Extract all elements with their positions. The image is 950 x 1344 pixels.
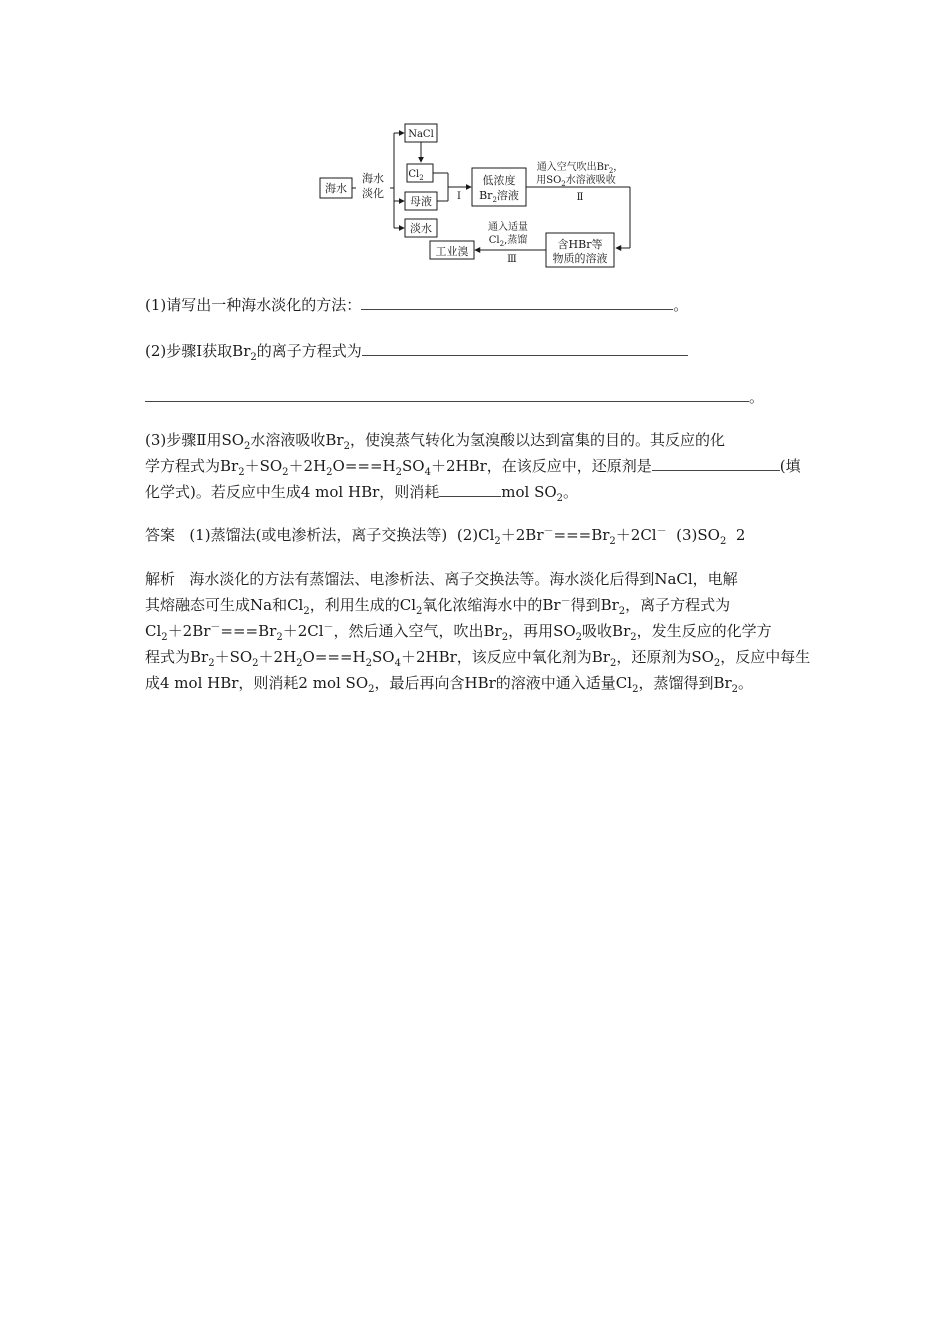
low-br2-label-top: 低浓度	[482, 174, 516, 187]
answer-section	[145, 522, 810, 548]
industrial-bromine-label: 工业溴	[435, 245, 469, 258]
question-2-continuation	[145, 384, 810, 410]
seawater-label: 海水	[325, 182, 347, 195]
hbr-label-bottom: 物质的溶液	[552, 252, 608, 265]
desalination-label-bottom: 淡化	[362, 187, 384, 200]
hbr-label-top: 含HBr等	[557, 238, 603, 251]
question-1-text: (1)请写出一种海水淡化的方法：	[145, 296, 362, 314]
question-3-line-2: 学方程式为$Br_2+SO_2+2H_2O===H_2SO_4+2HBr$，在该反应中，还原剂是 (填	[145, 453, 810, 479]
answer-label: 答案	[145, 526, 176, 544]
question-2-end: 。	[749, 388, 765, 406]
analysis-line-5: 成4 mol HBr，则消耗2 mol $SO_2$，最后再向含HBr的溶液中通入适量$Cl_2$，蒸馏得到$Br_2$。	[145, 674, 754, 695]
step-2-annotation-line1: 通入空气吹出$Br_2$，	[536, 162, 624, 175]
question-1	[145, 292, 810, 318]
question-3-line-3: 化学式)。若反应中生成4 mol HBr，则消耗 mol $SO_2$。	[145, 479, 810, 505]
fresh-water-label: 淡水	[410, 222, 432, 235]
cl2-label: $Cl_2$	[408, 169, 424, 182]
step-2-label: Ⅱ	[576, 192, 584, 203]
question-2-text: (2)步骤Ⅰ获取$Br_2$的离子方程式为	[145, 342, 362, 363]
answer-blank-1	[361, 293, 673, 310]
analysis-line-3: $Cl_2+2Br^-===Br_2+2Cl^-$，然后通入空气，吹出$Br_2$，再用$SO_2$吸收$Br_2$，发生反应的化学方	[145, 622, 772, 643]
step-3-annotation-line1: 通入适量	[488, 222, 528, 233]
analysis-section	[145, 566, 810, 696]
mother-liquor-label: 母液	[410, 195, 432, 208]
answer-blank-3a	[652, 454, 780, 471]
answer-part-1: (1)蒸馏法(或电渗析法，离子交换法等)	[189, 526, 448, 544]
answer-blank-3b	[439, 480, 501, 497]
analysis-label: 解析	[145, 570, 176, 588]
answer-blank-2b	[145, 385, 749, 402]
analysis-line-1: 解析 海水淡化的方法有蒸馏法、电渗析法、离子交换法等。海水淡化后得到NaCl，电解	[145, 570, 738, 588]
nacl-label: NaCl	[408, 129, 434, 140]
analysis-line-4: 程式为$Br_2+SO_2+2H_2O===H_2SO_4+2HBr$，该反应中氧化剂为$Br_2$，还原剂为$SO_2$，反应中每生	[145, 648, 811, 669]
answer-blank-2a	[362, 339, 688, 356]
answer-part-3: $(3)SO_2$ 2	[676, 526, 746, 547]
step-3-label: Ⅲ	[507, 254, 517, 265]
bromine-extraction-flow-diagram	[312, 120, 652, 278]
answer-part-2: $(2)Cl_2+2Br^-===Br_2+2Cl^-$	[456, 526, 667, 547]
question-3	[145, 427, 810, 505]
analysis-line-2: 其熔融态可生成Na和$Cl_2$，利用生成的$Cl_2$氧化浓缩海水中的Br－得到$Br_2$，离子方程式为	[145, 596, 731, 617]
step-3-annotation-line2: $Cl_2$,蒸馏	[488, 235, 528, 248]
question-2	[145, 338, 810, 364]
question-3-line-1: (3)步骤Ⅱ用$SO_2$水溶液吸收$Br_2$，使溴蒸气转化为氢溴酸以达到富集的目的。其反应的化	[145, 431, 725, 452]
step-1-label: Ⅰ	[457, 191, 461, 202]
low-br2-label-bottom: $Br_2$溶液	[479, 189, 519, 204]
desalination-label-top: 海水	[362, 172, 384, 185]
question-1-end: 。	[673, 296, 689, 314]
step-2-annotation-line2: 用$SO_2$水溶液吸收	[536, 175, 616, 188]
